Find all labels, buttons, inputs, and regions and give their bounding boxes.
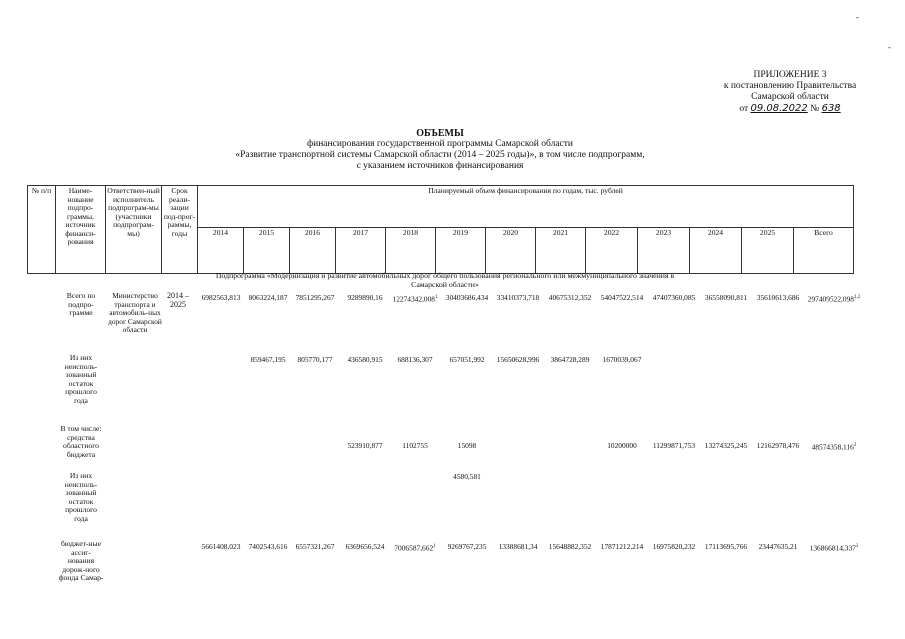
handwritten-date: 09.08.2022 xyxy=(750,103,808,114)
unused-2021: 3864728,289 xyxy=(550,355,590,364)
fund-sum: 136866814,337$^3$ xyxy=(809,543,859,553)
unused-2020: 15650628,996 xyxy=(496,355,540,364)
year-header: 2017 xyxy=(336,227,386,273)
unused-2016: 805770,177 xyxy=(297,355,333,364)
unused-2019: 657051,992 xyxy=(449,355,485,364)
col-planned: Планируемый объем финансирования по годам, тыс. рублей xyxy=(198,186,854,228)
regional-2019: 15098 xyxy=(457,441,477,450)
unused2-2019: 4580,581 xyxy=(453,472,481,481)
regional-2018: 1102755 xyxy=(402,441,428,450)
appendix-decree: к постановлению Правительства xyxy=(723,81,857,91)
year-header: 2016 xyxy=(290,227,336,273)
col-term: Срок реали-зации под-прог-раммы, годы xyxy=(162,186,198,274)
title-line-1: ОБЪЕМЫ xyxy=(416,128,464,139)
scan-mark: - xyxy=(888,42,891,52)
unused-2018: 688136,307 xyxy=(397,355,433,364)
total-2021: 40675312,352 xyxy=(548,293,592,302)
col-executor: Ответствен-ный исполнитель подпрограм-мы (участники подпрограм-мы) xyxy=(106,186,162,274)
executor-cell: Министерство транспорта и автомобиль-ных дорог Самарской области xyxy=(108,291,162,334)
funding-table-header xyxy=(27,185,854,274)
appendix-block xyxy=(700,70,880,115)
unused-2022: 1670039,067 xyxy=(602,355,642,364)
fund-2016: 6557321,267 xyxy=(295,542,335,551)
fund-2022: 17871212,214 xyxy=(600,542,644,551)
regional-2023: 11299871,753 xyxy=(652,441,696,450)
year-header-total: Всего xyxy=(794,227,854,273)
total-2019: 30403686,434 xyxy=(445,293,489,302)
fund-2017: 6369656,524 xyxy=(345,542,385,551)
row-label-regional-budget: В том числе: средства областного бюджета xyxy=(60,424,102,459)
total-2025: 35610613,686 xyxy=(756,293,800,302)
fund-2023: 16975820,232 xyxy=(652,542,696,551)
year-header: 2025 xyxy=(742,227,794,273)
year-header: 2015 xyxy=(244,227,290,273)
fund-2021: 15648882,352 xyxy=(548,542,592,551)
fund-2014: 5661408,023 xyxy=(201,542,241,551)
regional-2025: 12162978,476 xyxy=(756,441,800,450)
fund-2019: 9269767,235 xyxy=(447,542,487,551)
regional-2024: 13274325,245 xyxy=(704,441,748,450)
regional-2017: 523910,877 xyxy=(347,441,383,450)
total-2018: 12274342,008$^1$ xyxy=(392,294,438,304)
total-2017: 9289890,16 xyxy=(347,293,383,302)
unused-2017: 436580,915 xyxy=(347,355,383,364)
total-2023: 47407360,085 xyxy=(652,293,696,302)
total-2024: 36558090,811 xyxy=(704,293,748,302)
col-number: № п/п xyxy=(28,186,56,274)
subprogram-title: Подпрограмма «Модернизация и развитие автомобильных дорог общего пользования регионального или межмуниципального значения в Самарской области» xyxy=(215,271,675,289)
scan-mark: - xyxy=(856,12,859,22)
total-2020: 33410373,718 xyxy=(496,293,540,302)
total-2022: 54047522,514 xyxy=(600,293,644,302)
appendix-region: Самарской области xyxy=(751,92,829,102)
year-header: 2018 xyxy=(386,227,436,273)
regional-2022: 10200000 xyxy=(607,441,637,450)
year-header: 2022 xyxy=(586,227,638,273)
total-2016: 7851295,267 xyxy=(295,293,335,302)
total-2014: 6982563,813 xyxy=(201,293,241,302)
appendix-date-line: от 09.08.2022 № 638 xyxy=(739,103,841,114)
regional-sum: 48574358,116$^2$ xyxy=(811,442,857,452)
fund-2025: 23447635,21 xyxy=(758,542,798,551)
row-label-unused-2: Из них неисполь-зованный остаток прошлого года xyxy=(64,471,98,523)
unused-2015: 859467,195 xyxy=(250,355,286,364)
year-header: 2021 xyxy=(536,227,586,273)
row-label-road-fund: бюджет-ные ассиг-нования дорож-ного фонда Самар- xyxy=(58,539,104,582)
fund-2018: 7006587,662$^1$ xyxy=(394,543,436,553)
fund-2024: 17113695,766 xyxy=(704,542,748,551)
year-header: 2023 xyxy=(638,227,690,273)
title-line-3: «Развитие транспортной системы Самарской области (2014 – 2025 годы)», в том числе подпрограмм, xyxy=(235,150,645,160)
appendix-title: ПРИЛОЖЕНИЕ 3 xyxy=(753,70,827,80)
total-2015: 8063224,187 xyxy=(248,293,288,302)
row-label-total: Всего по подпро-грамме xyxy=(66,291,96,317)
fund-2015: 7402543,616 xyxy=(248,542,288,551)
year-header: 2020 xyxy=(486,227,536,273)
term-cell: 2014 – 2025 xyxy=(167,291,189,309)
year-header: 2019 xyxy=(436,227,486,273)
handwritten-number: 638 xyxy=(821,103,841,114)
year-header: 2024 xyxy=(690,227,742,273)
fund-2020: 13388681,34 xyxy=(498,542,538,551)
document-title xyxy=(160,128,720,172)
title-line-4: с указанием источников финансирования xyxy=(356,161,524,171)
total-sum: 297409522,098$^{1,2}$ xyxy=(807,294,861,304)
row-label-unused: Из них неисполь-зованный остаток прошлого года xyxy=(64,353,98,405)
col-name: Наиме-нование подпро-граммы, источник финанси-рования xyxy=(56,186,106,274)
year-header: 2014 xyxy=(198,227,244,273)
title-line-2: финансирования государственной программы Самарской области xyxy=(306,139,573,149)
